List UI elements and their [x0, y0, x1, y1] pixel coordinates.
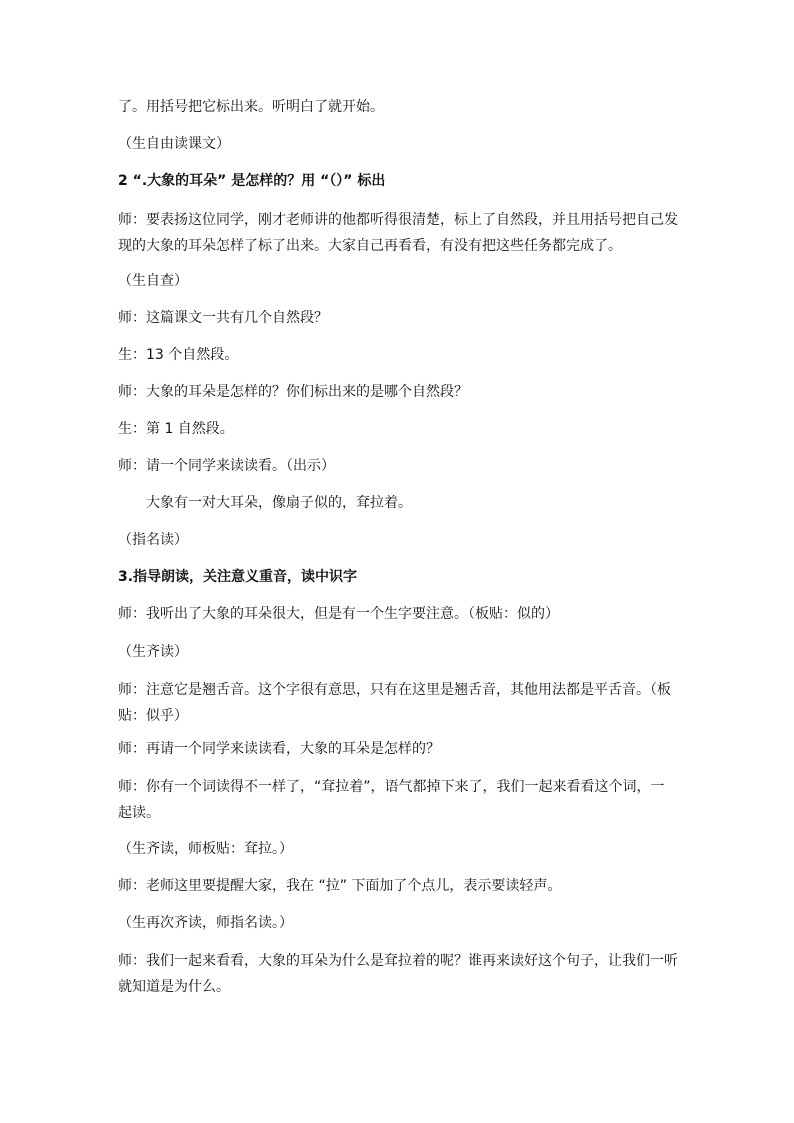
teacher-line: 师：请一个同学来读读看。（出示）	[118, 458, 335, 474]
student-line: 生：13 个自然段。	[118, 347, 239, 363]
teacher-line: 师：注意它是翘舌音。这个字很有意思，只有在这里是翘舌音，其他用法都是平舌音。（板贴：似乎）	[118, 682, 671, 724]
stage-direction: （生齐读，师板贴：耷拉。）	[118, 841, 293, 857]
student-line: 生：第 1 自然段。	[118, 421, 234, 437]
teacher-line: 师：你有一个词读得不一样了，“耷拉着”，语气都掉下来了，我们一起来看看这个词，一起读。	[118, 779, 665, 821]
section-heading: 3.指导朗读，关注意义重音，读中识字	[118, 569, 358, 585]
teacher-line: 师：我们一起来看看，大象的耳朵为什么是耷拉着的呢？谁再来读好这个句子，让我们一听就知道是为什么。	[118, 953, 678, 995]
teacher-line: 师：再请一个同学来读读看，大象的耳朵是怎样的？	[118, 741, 440, 757]
teacher-line: 师：要表扬这位同学，刚才老师讲的他都听得很清楚，标上了自然段，并且用括号把自己发现的大象的耳朵怎样了标了出来。大家自己再看看，有没有把这些任务都完成了。	[118, 212, 678, 254]
paragraph-line: 了。用括号把它标出来。听明白了就开始。	[118, 99, 384, 115]
stage-direction: （生自由读课文）	[118, 136, 230, 152]
stage-direction: （指名读）	[118, 532, 188, 548]
teacher-line: 师：我听出了大象的耳朵很大，但是有一个生字要注意。（板贴：似的）	[118, 606, 559, 622]
section-heading: 2 “.大象的耳朵” 是怎样的？用 “（）” 标出	[118, 173, 386, 189]
teacher-line: 师：老师这里要提醒大家，我在 “拉” 下面加了个点儿，表示要读轻声。	[118, 878, 562, 894]
quoted-sentence: 大象有一对大耳朵，像扇子似的，耷拉着。	[146, 495, 412, 511]
stage-direction: （生齐读）	[118, 644, 188, 660]
teacher-line: 师：大象的耳朵是怎样的？你们标出来的是哪个自然段？	[118, 384, 468, 400]
stage-direction: （生自查）	[118, 273, 188, 289]
stage-direction: （生再次齐读，师指名读。）	[118, 915, 293, 931]
teacher-line: 师：这篇课文一共有几个自然段？	[118, 310, 328, 326]
